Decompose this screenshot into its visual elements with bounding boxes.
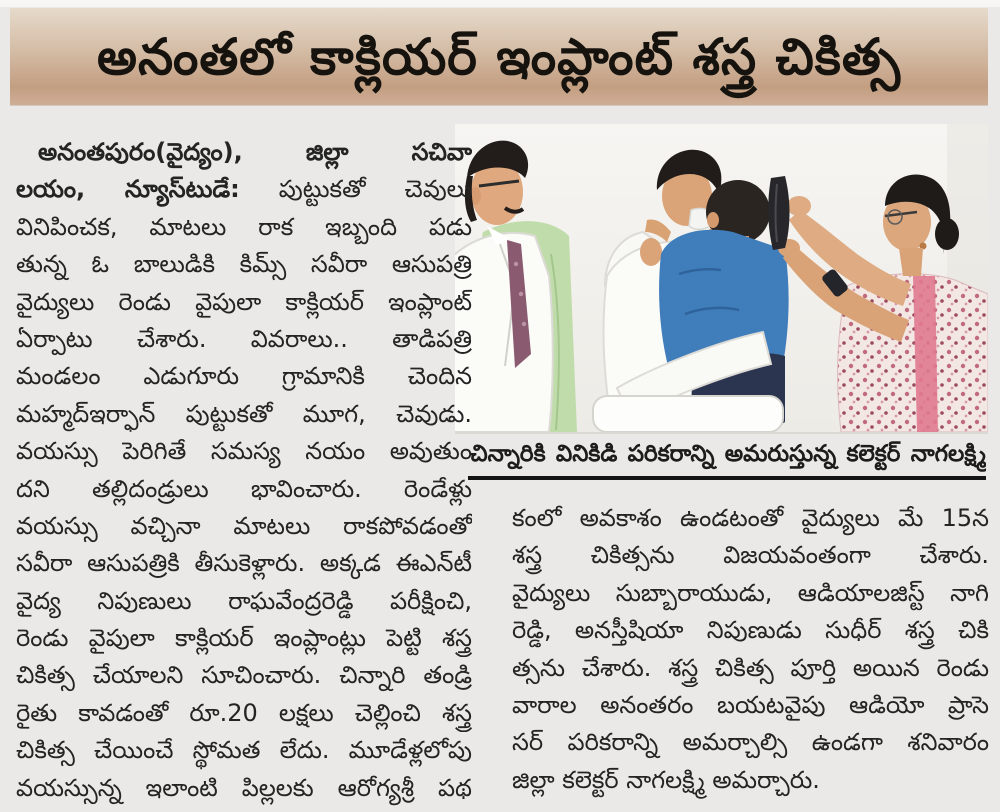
article-line: రెడ్డి, అనస్తీషియా నిపుణుడు సుధీర్ శస్త్ర చికి: [512, 616, 989, 645]
news-photo-illustration: [455, 124, 988, 432]
article-line: వారాల అనంతరం బయటవైపు ఆడియో ప్రాసె: [512, 690, 989, 719]
news-photo: [455, 124, 988, 434]
article-column-left: [16, 134, 472, 807]
dateline-bold: అనంతపురం(వైద్యం), జిల్లా సచివా: [38, 138, 472, 166]
photo-caption: చిన్నారికి వినికిడి పరికరాన్ని అమరుస్తున్న కలెక్టర్ నాగలక్ష్మి: [470, 441, 986, 467]
caption-divider-rule: [468, 476, 986, 480]
woman-hair-bun: [935, 218, 959, 250]
article-line: మండలం ఎడుగూరు గ్రామానికి చెందిన: [16, 362, 472, 391]
article-line: దని తల్లిదండ్రులు భావించారు. రెండేళ్లు: [16, 474, 472, 503]
article-line: చికిత్స చేయించే స్థోమత లేదు. మూడేళ్లలోపు: [16, 736, 472, 765]
article-line: రైతు కావడంతో రూ.20 లక్షలు చెల్లించి శస్త్ర: [16, 698, 472, 727]
article-line: రెండు వైపులా కాక్లియర్ ఇంప్లాంట్లు పెట్టి శస్త్ర: [16, 624, 472, 653]
woman-hand-upper: [787, 196, 811, 216]
article-line: కంలో అవకాశం ఉండటంతో వైద్యులు మే 15న: [512, 504, 989, 532]
article-column-right: [512, 500, 989, 799]
article-line: త్సను చేశారు. శస్త్ర చికిత్స పూర్తి అయిన రెండు: [512, 653, 989, 682]
hearing-device: [768, 176, 789, 250]
article-dateline-line: [16, 134, 472, 171]
article-line: వయస్సు పెరిగితే సమస్య నయం అవుతుం: [16, 437, 472, 466]
chair-backrest: [593, 396, 783, 432]
article-line: మహ్మద్‌ఇర్ఫాన్ పుట్టుకతో మూగ, చెవుడు.: [16, 399, 472, 428]
article-line: ఏర్పాటు చేశారు. వివరాలు.. తాడిపత్రి: [16, 324, 472, 353]
article-line: వినిపించక, మాటలు రాక ఇబ్బంది పడు: [16, 212, 472, 241]
article-line: వయస్సున్న ఇలాంటి పిల్లలకు ఆరోగ్యశ్రీ పథ: [16, 773, 472, 802]
article-line: వైద్యులు రెండు వైపులా కాక్లియర్ ఇంప్లాంట్: [16, 287, 472, 316]
article-line: వైద్య నిపుణులు రాఘవేంద్రరెడ్డి పరీక్షించి,: [16, 586, 472, 615]
dress-pink-stripe: [913, 276, 938, 432]
child-ear: [707, 212, 719, 228]
article-line: వయస్సు వచ్చినా మాటలు రాకపోవడంతో: [16, 511, 472, 540]
headline-text: అనంతలో కాక్లియర్ ఇంప్లాంట్ శస్త్ర చికిత్స: [96, 27, 902, 86]
article-line: వైద్యులు సుబ్బారాయుడు, ఆడియాలజిస్ట్ నాగి: [512, 578, 989, 607]
article-line: సర్ పరికరాన్ని అమర్చాల్సి ఉండగా శనివారం: [512, 728, 989, 757]
article-text: పుట్టుకతో చెవులు: [278, 175, 472, 204]
article-line: శస్త్ర చికిత్సను విజయవంతంగా చేశారు.: [512, 541, 989, 570]
article-line: జిల్లా కలెక్టర్ నాగలక్ష్మి అమర్చారు.: [512, 765, 820, 794]
article-line: తున్న ఓ బాలుడికి కిమ్స్ సవీరా ఆసుపత్రి: [16, 250, 472, 279]
article-dateline-line: [16, 171, 472, 208]
article-line: సవీరా ఆసుపత్రికి తీసుకెళ్లారు. అక్కడ ఈఎన్‌టీ: [16, 549, 472, 578]
headline-banner: [10, 8, 988, 105]
article-line: చికిత్స చేయాలని సూచించారు. చిన్నారి తండ్రి: [16, 661, 472, 690]
father-hand: [640, 238, 662, 266]
dateline-bold: లయం, న్యూస్‌టుడే:: [16, 175, 240, 204]
